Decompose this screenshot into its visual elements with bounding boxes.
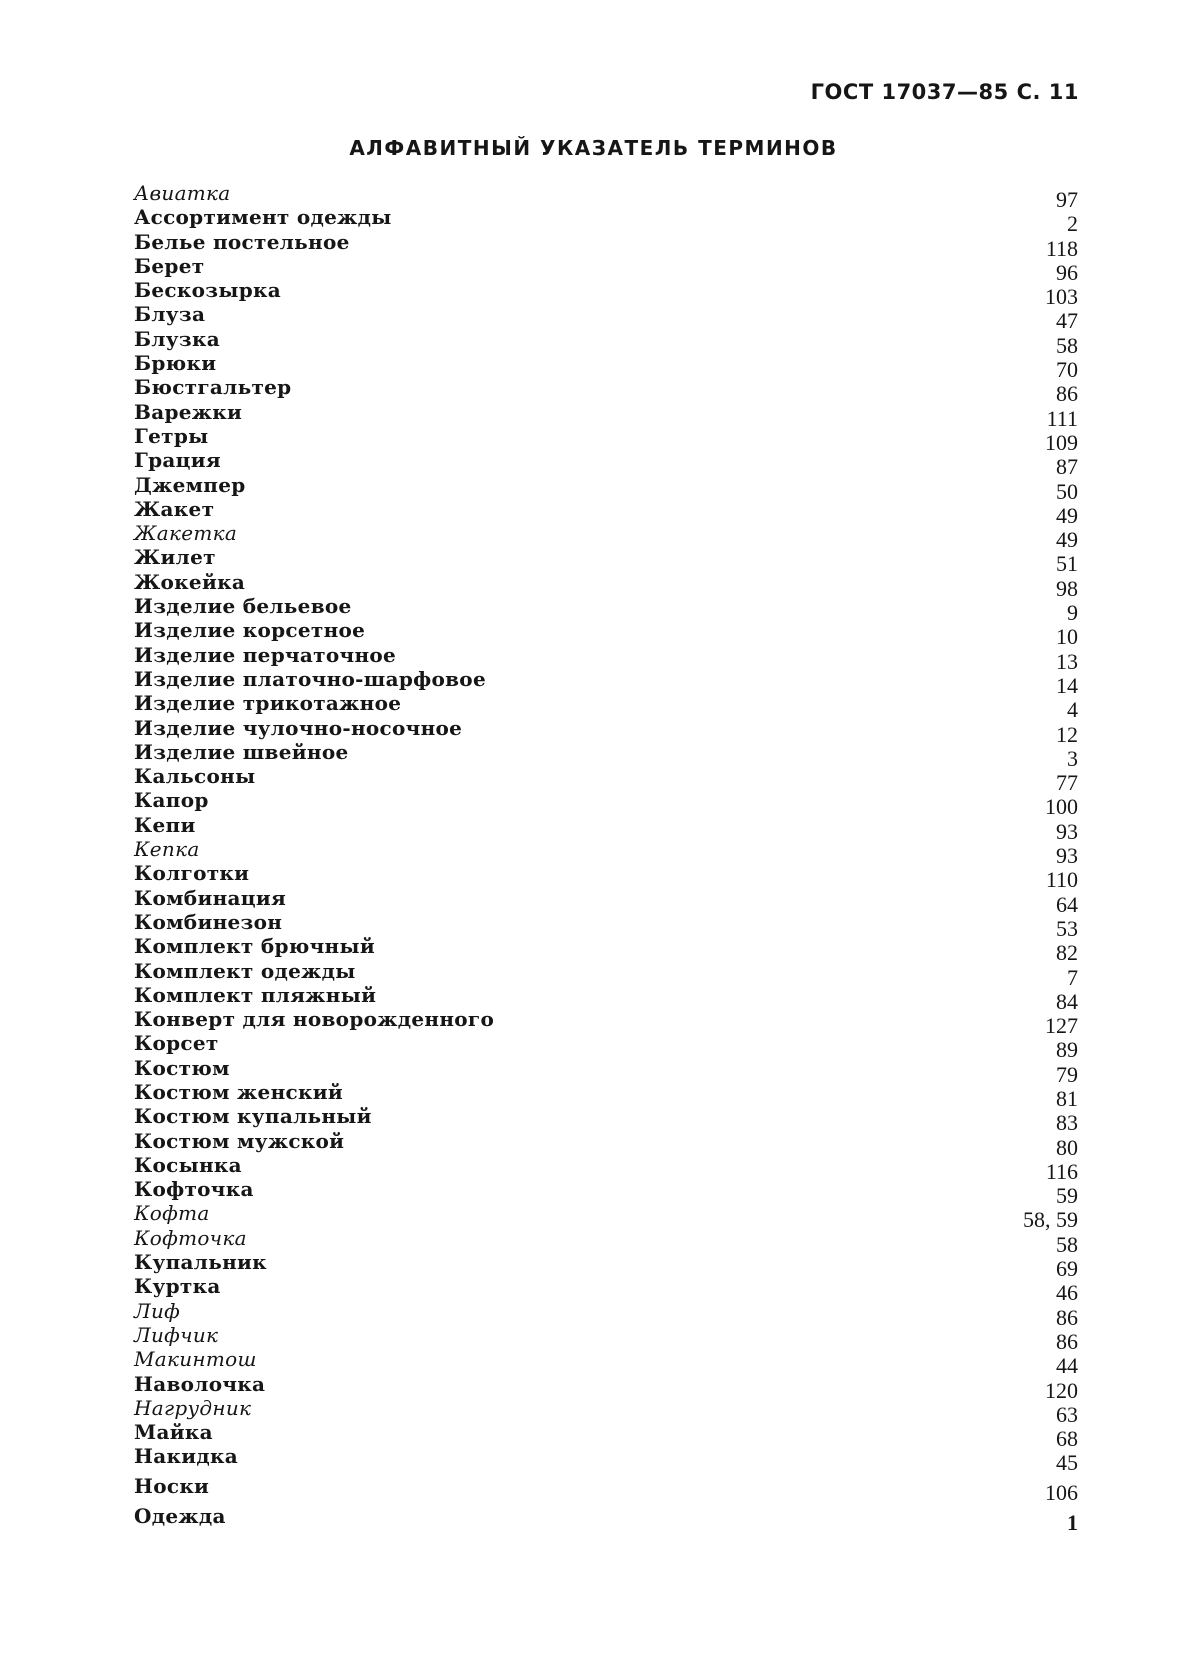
index-entry (134, 569, 1078, 601)
index-term-number: 69 (1056, 1256, 1078, 1282)
index-entry (134, 1250, 1078, 1282)
index-term-number: 2 (1067, 211, 1078, 237)
term-index-list (134, 181, 1078, 1534)
index-term: Комбинация (134, 885, 287, 910)
index-entry (134, 812, 1078, 844)
index-entry (134, 1177, 1078, 1209)
index-term-number: 49 (1056, 527, 1078, 553)
index-term-number: 49 (1056, 502, 1078, 528)
index-term-number: 84 (1056, 988, 1078, 1014)
index-term-number: 59 (1056, 1183, 1078, 1209)
index-entry (134, 715, 1078, 747)
index-term-number: 12 (1056, 721, 1078, 747)
index-term: Кофта (134, 1201, 210, 1226)
index-term-number: 111 (1046, 405, 1078, 431)
index-entry (134, 958, 1078, 990)
index-term: Косынка (134, 1152, 242, 1177)
index-term-number: 58 (1056, 1231, 1078, 1257)
index-term-number: 87 (1056, 454, 1078, 480)
index-term-number: 86 (1056, 381, 1078, 407)
index-term: Жокейка (134, 569, 246, 594)
index-term-number: 53 (1056, 915, 1078, 941)
index-term-number: 50 (1056, 478, 1078, 504)
index-term: Носки (134, 1474, 210, 1499)
index-entry (134, 885, 1078, 917)
index-entry (134, 351, 1078, 383)
index-entry (134, 472, 1078, 504)
index-entry (134, 1225, 1078, 1257)
index-entry (134, 1274, 1078, 1306)
index-term-number: 103 (1045, 284, 1078, 310)
index-term: Комплект брючный (134, 934, 375, 959)
index-entry (134, 1371, 1078, 1403)
index-term-number: 86 (1056, 1328, 1078, 1354)
index-term: Комбинезон (134, 909, 283, 934)
index-entry (134, 1031, 1078, 1063)
index-term: Джемпер (134, 472, 246, 497)
index-term-number: 64 (1056, 891, 1078, 917)
index-term: Накидка (134, 1444, 238, 1469)
index-term: Жакет (134, 496, 215, 521)
index-term-number: 86 (1056, 1304, 1078, 1330)
index-term: Майка (134, 1420, 213, 1445)
index-term: Костюм (134, 1055, 230, 1080)
index-entry (134, 642, 1078, 674)
index-entry (134, 788, 1078, 820)
index-entry (134, 253, 1078, 285)
index-term: Костюм купальный (134, 1104, 372, 1129)
index-term-number: 70 (1056, 357, 1078, 383)
index-term: Кепи (134, 812, 196, 837)
index-entry (134, 1055, 1078, 1087)
index-term: Гетры (134, 423, 209, 448)
index-term-number: 77 (1056, 770, 1078, 796)
index-term: Авиатка (134, 181, 231, 205)
index-entry (134, 1128, 1078, 1160)
index-entry (134, 1152, 1078, 1184)
index-entry (134, 934, 1078, 966)
index-entry (134, 229, 1078, 261)
index-term-number: 68 (1056, 1426, 1078, 1452)
standard-number: ГОСТ 17037—85 (810, 80, 1009, 104)
index-entry (134, 1347, 1078, 1379)
index-term-number: 10 (1056, 624, 1078, 650)
index-entry (134, 909, 1078, 941)
index-entry (134, 448, 1078, 480)
index-entry (134, 666, 1078, 698)
index-term: Капор (134, 788, 209, 813)
index-term-number: 83 (1056, 1110, 1078, 1136)
index-term: Берет (134, 253, 205, 278)
index-term: Кофточка (134, 1177, 254, 1202)
index-entry (134, 302, 1078, 334)
index-entry (134, 739, 1078, 771)
index-term: Наволочка (134, 1371, 266, 1396)
index-term-number: 109 (1045, 429, 1078, 455)
index-term-number: 63 (1056, 1401, 1078, 1427)
index-term: Изделие трикотажное (134, 691, 402, 716)
index-term: Конверт для новорожденного (134, 1007, 495, 1032)
index-entry (134, 423, 1078, 455)
index-term-number: 9 (1067, 600, 1078, 626)
index-term: Изделие швейное (134, 739, 349, 764)
index-term: Ассортимент одежды (134, 205, 392, 230)
index-term-number: 89 (1056, 1037, 1078, 1063)
index-term: Изделие бельевое (134, 594, 352, 619)
page-number: С. 11 (1016, 80, 1079, 104)
index-term: Купальник (134, 1250, 267, 1275)
page-header (811, 80, 1079, 104)
index-term-number: 13 (1056, 648, 1078, 674)
index-entry (134, 496, 1078, 528)
index-term-number: 4 (1067, 697, 1078, 723)
index-entry (134, 1474, 1078, 1504)
index-term-number: 3 (1067, 745, 1078, 771)
index-term-number: 127 (1045, 1013, 1078, 1039)
index-term-number: 79 (1056, 1061, 1078, 1087)
index-term: Колготки (134, 861, 250, 886)
index-term-number: 110 (1045, 867, 1078, 893)
index-term-number: 51 (1056, 551, 1078, 577)
index-term-number: 96 (1056, 259, 1078, 285)
index-entry (134, 1395, 1078, 1427)
index-entry (134, 545, 1078, 577)
index-entry (134, 1504, 1078, 1534)
index-term: Бюстгальтер (134, 375, 292, 400)
index-entry (134, 691, 1078, 723)
index-entry (134, 1420, 1078, 1452)
index-entry (134, 1298, 1078, 1330)
index-term: Костюм мужской (134, 1128, 345, 1153)
index-term-number: 118 (1045, 235, 1078, 261)
index-term: Изделие чулочно-носочное (134, 715, 463, 740)
index-entry (134, 1444, 1078, 1474)
index-entry (134, 399, 1078, 431)
index-term: Кепка (134, 837, 200, 862)
index-term-number: 81 (1056, 1085, 1078, 1111)
index-entry (134, 861, 1078, 893)
index-entry (134, 1322, 1078, 1354)
page-title: АЛФАВИТНЫЙ УКАЗАТЕЛЬ ТЕРМИНОВ (349, 136, 838, 160)
index-term-number: 97 (1056, 187, 1078, 212)
index-term-number: 120 (1045, 1377, 1078, 1403)
index-entry (134, 521, 1078, 553)
index-term: Одежда (134, 1504, 226, 1529)
index-term: Жилет (134, 545, 216, 570)
index-term: Куртка (134, 1274, 221, 1299)
index-term: Комплект пляжный (134, 982, 377, 1007)
index-term: Изделие перчаточное (134, 642, 397, 667)
index-entry (134, 837, 1078, 869)
index-entry (134, 764, 1078, 796)
index-term: Комплект одежды (134, 958, 356, 983)
index-term: Кофточка (134, 1225, 247, 1250)
index-term: Кальсоны (134, 764, 256, 789)
index-entry (134, 205, 1078, 237)
index-entry (134, 278, 1078, 310)
index-term: Грация (134, 448, 221, 473)
index-term: Лиф (134, 1298, 181, 1323)
index-term-number: 98 (1056, 575, 1078, 601)
index-entry (134, 375, 1078, 407)
index-term: Брюки (134, 351, 217, 376)
index-term: Блуза (134, 302, 206, 327)
index-entry (134, 982, 1078, 1014)
index-term-number: 100 (1045, 794, 1078, 820)
index-term-number: 14 (1056, 672, 1078, 698)
index-term-number: 93 (1056, 843, 1078, 869)
index-term-number: 106 (1045, 1480, 1078, 1506)
index-term-number: 46 (1056, 1280, 1078, 1306)
index-entry (134, 1079, 1078, 1111)
index-term: Белье постельное (134, 229, 350, 254)
index-term: Жакетка (134, 521, 238, 546)
index-entry (134, 1007, 1078, 1039)
index-term-number: 93 (1056, 818, 1078, 844)
index-term-number: 47 (1056, 308, 1078, 334)
index-term-number: 58, 59 (1023, 1207, 1078, 1233)
index-term-number: 45 (1056, 1450, 1078, 1476)
index-entry (134, 326, 1078, 358)
index-term-number: 116 (1045, 1158, 1078, 1184)
index-term: Варежки (134, 399, 243, 424)
index-term-number: 1 (1067, 1510, 1078, 1536)
index-term: Блузка (134, 326, 220, 351)
index-term: Нагрудник (134, 1395, 252, 1420)
index-entry (134, 1104, 1078, 1136)
index-term-number: 7 (1067, 964, 1078, 990)
index-term-number: 82 (1056, 940, 1078, 966)
index-term: Изделие корсетное (134, 618, 366, 643)
index-term: Костюм женский (134, 1079, 343, 1104)
index-term: Макинтош (134, 1347, 257, 1372)
index-term: Изделие платочно-шарфовое (134, 666, 486, 691)
index-term-number: 58 (1056, 332, 1078, 358)
index-term-number: 44 (1056, 1353, 1078, 1379)
index-entry (134, 181, 1078, 212)
index-term-number: 80 (1056, 1134, 1078, 1160)
index-term: Бескозырка (134, 278, 281, 303)
index-term: Корсет (134, 1031, 219, 1056)
index-entry (134, 1201, 1078, 1233)
index-term: Лифчик (134, 1322, 219, 1347)
index-entry (134, 594, 1078, 626)
index-entry (134, 618, 1078, 650)
